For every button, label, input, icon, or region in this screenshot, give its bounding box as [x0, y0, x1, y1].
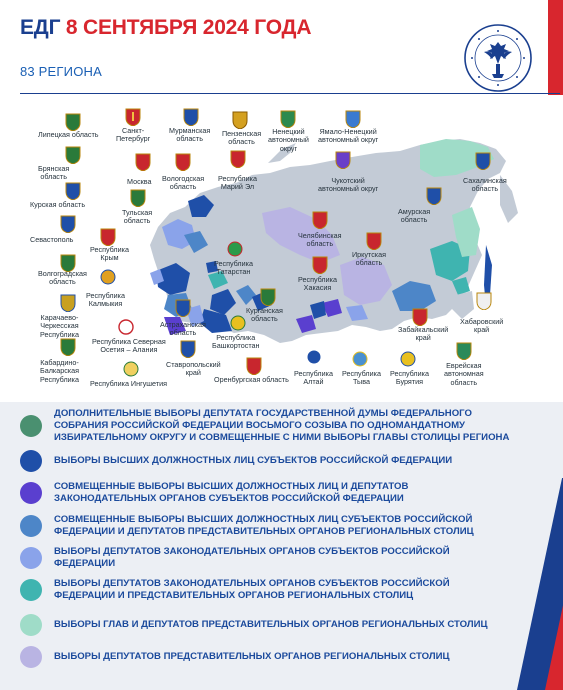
zabaikalsky-crest-icon — [412, 308, 428, 326]
legend-label: ВЫБОРЫ ДЕПУТАТОВ ПРЕДСТАВИТЕЛЬНЫХ ОРГАНОВ РЕГИОНАЛЬНЫХ СТОЛИЦ — [54, 651, 450, 662]
tuva-crest-icon — [352, 350, 368, 368]
legend-swatch — [20, 415, 42, 437]
label-sevastopol: Севастополь — [30, 235, 74, 244]
label-astrakhan: Астраханская область — [160, 320, 206, 338]
ingushetia-crest-icon — [123, 360, 139, 378]
label-nenets: Ненецкий автономный округ — [268, 127, 309, 153]
vologda-crest-icon — [175, 153, 191, 171]
legend-swatch — [20, 614, 42, 636]
label-mari: Республика Марий Эл — [218, 174, 257, 192]
moscow-crest-icon — [135, 153, 151, 171]
label-crimea: Республика Крым — [90, 245, 129, 263]
label-kalmykia: Республика Калмыкия — [86, 291, 125, 309]
label-jewish-ao: Еврейская автономная область — [444, 361, 484, 387]
tatarstan-crest-icon — [227, 240, 243, 258]
label-stavropol: Ставропольский край — [166, 360, 221, 378]
label-tatarstan: Республика Татарстан — [214, 259, 253, 277]
label-khakassia: Республика Хакасия — [298, 275, 337, 293]
bashkortostan-crest-icon — [230, 314, 246, 332]
legend-item — [20, 514, 510, 538]
label-vologda: Вологодская область — [162, 174, 205, 192]
altai-crest-icon — [306, 348, 322, 366]
chukotka-crest-icon — [335, 151, 351, 169]
legend-swatch — [20, 515, 42, 537]
label-chukotka: Чукотский автономный округ — [318, 176, 379, 194]
orenburg-crest-icon — [246, 357, 262, 375]
legend-item — [20, 450, 510, 472]
legend-swatch — [20, 450, 42, 472]
label-kursk: Курская область — [30, 200, 86, 209]
title-part-date: 8 СЕНТЯБРЯ 2024 ГОДА — [65, 16, 312, 39]
label-sakhalin: Сахалинская область — [463, 176, 507, 194]
tula-crest-icon — [130, 189, 146, 207]
title-part-edg: ЕДГ — [20, 16, 61, 39]
label-murmansk: Мурманская область — [169, 126, 211, 144]
nenets-crest-icon — [280, 110, 296, 128]
label-irkutsk: Иркутская область — [352, 250, 386, 268]
label-zabaikalsky: Забайкальский край — [398, 325, 449, 343]
penza-crest-icon — [232, 111, 248, 129]
stavropol-crest-icon — [180, 340, 196, 358]
label-amur: Амурская область — [398, 207, 431, 225]
label-altai: Республика Алтай — [294, 369, 333, 387]
khakassia-crest-icon — [312, 256, 328, 274]
jewish-ao-crest-icon — [456, 342, 472, 360]
sevastopol-crest-icon — [60, 215, 76, 233]
legend-label: ДОПОЛНИТЕЛЬНЫЕ ВЫБОРЫ ДЕПУТАТА ГОСУДАРСТВЕННОЙ ДУМЫ ФЕДЕРАЛЬНОГО СОБРАНИЯ РОССИЙСКОЙ ФЕДЕРАЦИИ ВОСЬМОГО СОЗЫВА ПО ОДНОМАНДАТНОМУ ИЗБИРАТЕЛЬНОМУ ОКРУГУ И СОВМЕЩЕННЫЕ С НИМИ ВЫБОРЫ ГЛАВЫ СТОЛИЦЫ РЕГИОНА — [54, 408, 510, 443]
label-chelyabinsk: Челябинская область — [298, 231, 342, 249]
bryansk-crest-icon — [65, 146, 81, 164]
lipetsk-crest-icon — [65, 113, 81, 131]
label-kurgan: Курганская область — [246, 306, 283, 324]
murmansk-crest-icon — [183, 108, 199, 126]
irkutsk-crest-icon — [366, 232, 382, 250]
legend-swatch — [20, 482, 42, 504]
label-yamal: Ямало-Ненецкий автономный округ — [318, 127, 379, 145]
legend-label: ВЫБОРЫ ДЕПУТАТОВ ЗАКОНОДАТЕЛЬНЫХ ОРГАНОВ СУБЪЕКТОВ РОССИЙСКОЙ ФЕДЕРАЦИИ И ПРЕДСТАВИТЕЛЬНЫХ ОРГАНОВ РЕГИОНАЛЬНЫХ СТОЛИЦ — [54, 578, 450, 601]
kbr-crest-icon — [60, 338, 76, 356]
label-spb: Санкт- Петербург — [116, 126, 151, 144]
mari-crest-icon — [230, 150, 246, 168]
label-orenburg: Оренбургская область — [214, 375, 289, 384]
yamal-crest-icon — [345, 110, 361, 128]
kchr-crest-icon — [60, 294, 76, 312]
legend-item — [20, 408, 510, 444]
label-north-ossetia: Республика Северная Осетия – Алания — [92, 337, 166, 355]
label-tuva: Республика Тыва — [342, 369, 381, 387]
legend-swatch — [20, 547, 42, 569]
label-ingushetia: Республика Ингушетия — [90, 379, 168, 388]
label-bashkortostan: Республика Башкортостан — [212, 333, 260, 351]
spb-crest-icon — [125, 108, 141, 126]
legend-label: СОВМЕЩЕННЫЕ ВЫБОРЫ ВЫСШИХ ДОЛЖНОСТНЫХ ЛИЦ СУБЪЕКТОВ РОССИЙСКОЙ ФЕДЕРАЦИИ И ДЕПУТАТОВ ПРЕДСТАВИТЕЛЬНЫХ ОРГАНОВ РЕГИОНАЛЬНЫХ СТОЛИЦ — [54, 514, 474, 537]
label-lipetsk: Липецкая область — [38, 130, 99, 139]
label-tula: Тульская область — [122, 208, 153, 226]
north-ossetia-crest-icon — [118, 318, 134, 336]
label-moscow: Москва — [127, 177, 152, 186]
legend-swatch — [20, 646, 42, 668]
legend-item — [20, 578, 510, 602]
legend-item — [20, 614, 510, 636]
label-bryansk: Брянская область — [38, 164, 70, 182]
label-kchr: Карачаево- Черкесская Республика — [40, 313, 79, 339]
label-kbr: Кабардино- Балкарская Республика — [40, 358, 79, 384]
kursk-crest-icon — [65, 182, 81, 200]
amur-crest-icon — [426, 187, 442, 205]
kurgan-crest-icon — [260, 288, 276, 306]
khabarovsk-crest-icon — [476, 292, 492, 310]
chelyabinsk-crest-icon — [312, 211, 328, 229]
legend-label: ВЫБОРЫ ВЫСШИХ ДОЛЖНОСТНЫХ ЛИЦ СУБЪЕКТОВ РОССИЙСКОЙ ФЕДЕРАЦИИ — [54, 455, 453, 466]
buryatia-crest-icon — [400, 350, 416, 368]
label-volgograd: Волгоградская область — [38, 269, 87, 287]
legend-swatch — [20, 579, 42, 601]
label-buryatia: Республика Бурятия — [390, 369, 429, 387]
cec-emblem-icon — [462, 22, 534, 94]
astrakhan-crest-icon — [175, 299, 191, 317]
flag-stripe-red-top — [548, 0, 563, 95]
label-penza: Пензенская область — [222, 129, 262, 147]
legend-label: СОВМЕЩЕННЫЕ ВЫБОРЫ ВЫСШИХ ДОЛЖНОСТНЫХ ЛИЦ И ДЕПУТАТОВ ЗАКОНОДАТЕЛЬНЫХ ОРГАНОВ СУБЪЕКТОВ РОССИЙСКОЙ ФЕДЕРАЦИИ — [54, 481, 409, 504]
label-khabarovsk: Хабаровский край — [460, 317, 504, 335]
kalmykia-crest-icon — [100, 268, 116, 286]
legend-item — [20, 481, 510, 505]
page-title — [20, 16, 311, 40]
legend-item — [20, 546, 510, 570]
legend-label: ВЫБОРЫ ГЛАВ И ДЕПУТАТОВ ПРЕДСТАВИТЕЛЬНЫХ ОРГАНОВ РЕГИОНАЛЬНЫХ СТОЛИЦ — [54, 619, 488, 630]
legend-label: ВЫБОРЫ ДЕПУТАТОВ ЗАКОНОДАТЕЛЬНЫХ ОРГАНОВ СУБЪЕКТОВ РОССИЙСКОЙ ФЕДЕРАЦИИ — [54, 546, 450, 569]
legend-item — [20, 646, 510, 668]
regions-count: 83 РЕГИОНА — [20, 64, 102, 79]
sakhalin-crest-icon — [475, 152, 491, 170]
crimea-crest-icon — [100, 228, 116, 246]
